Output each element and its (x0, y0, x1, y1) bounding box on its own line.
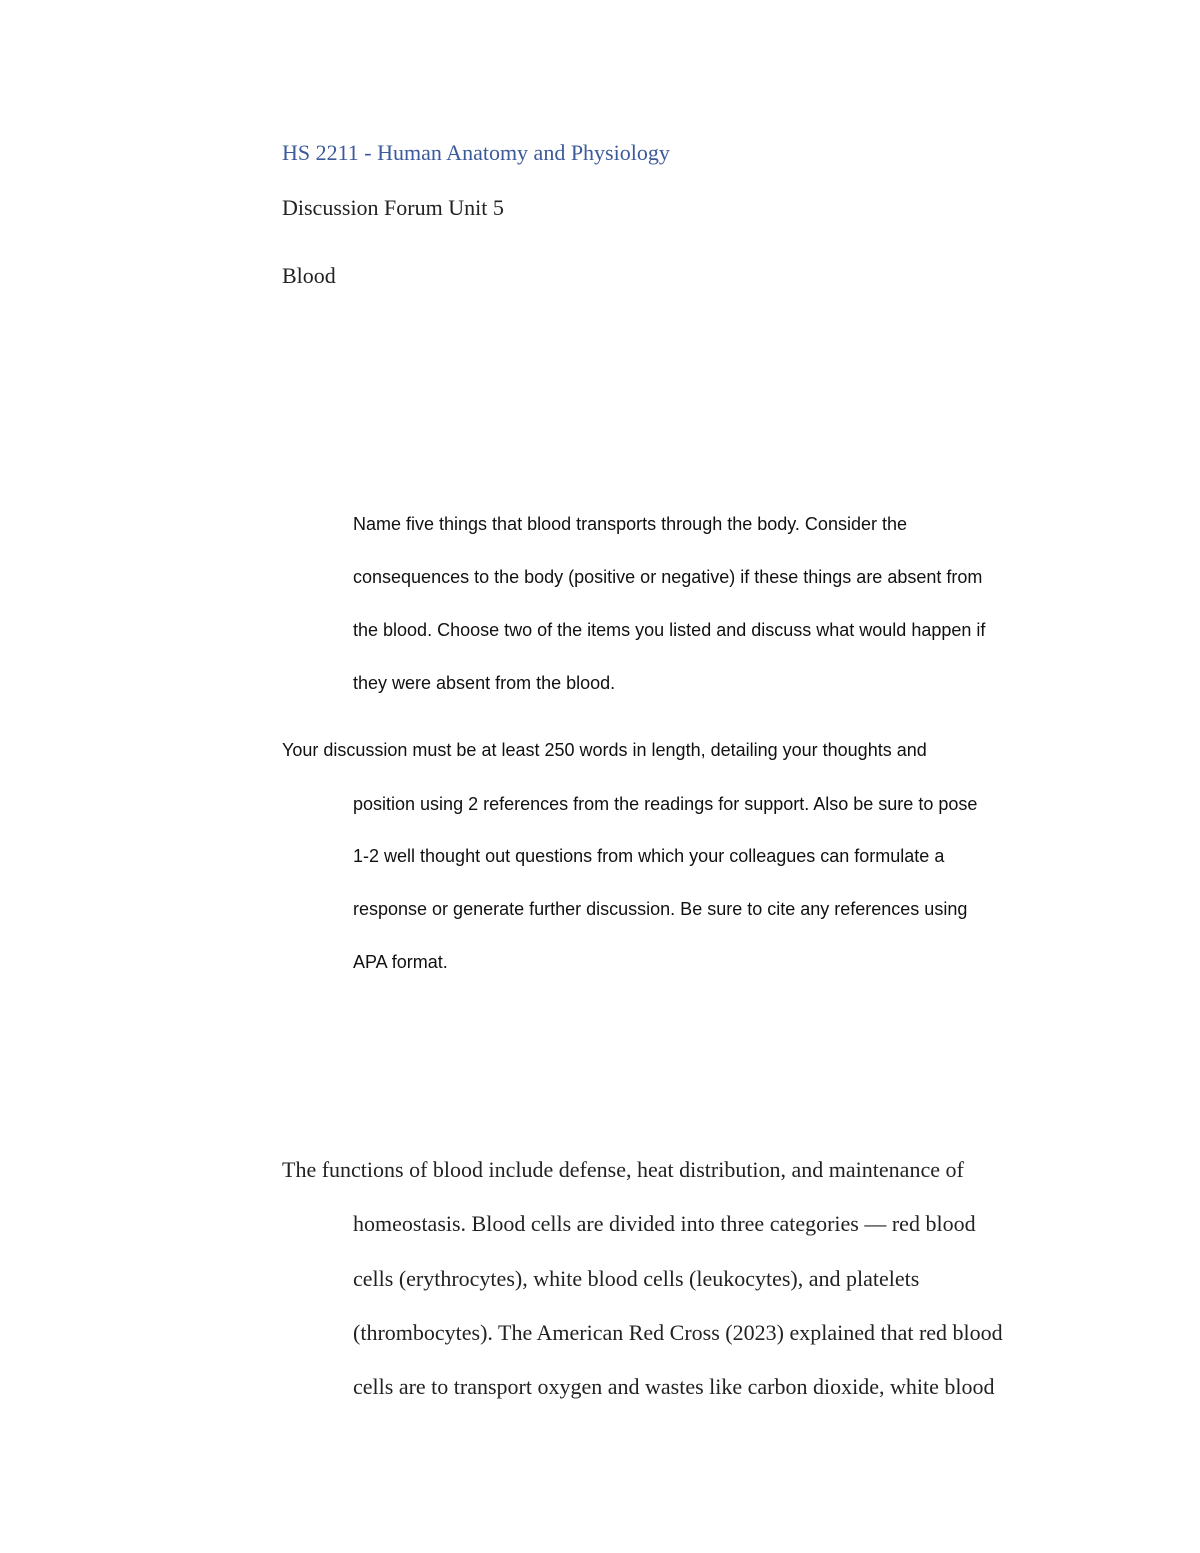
requirements-line: APA format. (353, 952, 448, 972)
requirements-line: Your discussion must be at least 250 words in length, detailing your thoughts and (282, 740, 927, 760)
requirements-line: response or generate further discussion. Be sure to cite any references using (353, 899, 968, 919)
requirements-line: position using 2 references from the readings for support. Also be sure to pose (353, 794, 978, 814)
document-title: HS 2211 - Human Anatomy and Physiology (282, 140, 670, 165)
answer-line: cells (erythrocytes), white blood cells (leukocytes), and platelets (353, 1266, 920, 1291)
prompt-line: the blood. Choose two of the items you listed and discuss what would happen if (353, 620, 986, 640)
answer-line: The functions of blood include defense, heat distribution, and maintenance of (282, 1157, 964, 1182)
prompt-line: Name five things that blood transports through the body. Consider the (353, 514, 907, 534)
requirements-line: 1-2 well thought out questions from which your colleagues can formulate a (353, 846, 945, 866)
answer-line: (thrombocytes). The American Red Cross (2023) explained that red blood (353, 1320, 1003, 1345)
prompt-line: consequences to the body (positive or negative) if these things are absent from (353, 567, 983, 587)
section-heading: Blood (282, 263, 336, 288)
answer-line: homeostasis. Blood cells are divided into three categories — red blood (353, 1211, 976, 1236)
document-subtitle: Discussion Forum Unit 5 (282, 195, 504, 220)
prompt-line: they were absent from the blood. (353, 673, 616, 693)
answer-line: cells are to transport oxygen and wastes like carbon dioxide, white blood (353, 1374, 995, 1399)
